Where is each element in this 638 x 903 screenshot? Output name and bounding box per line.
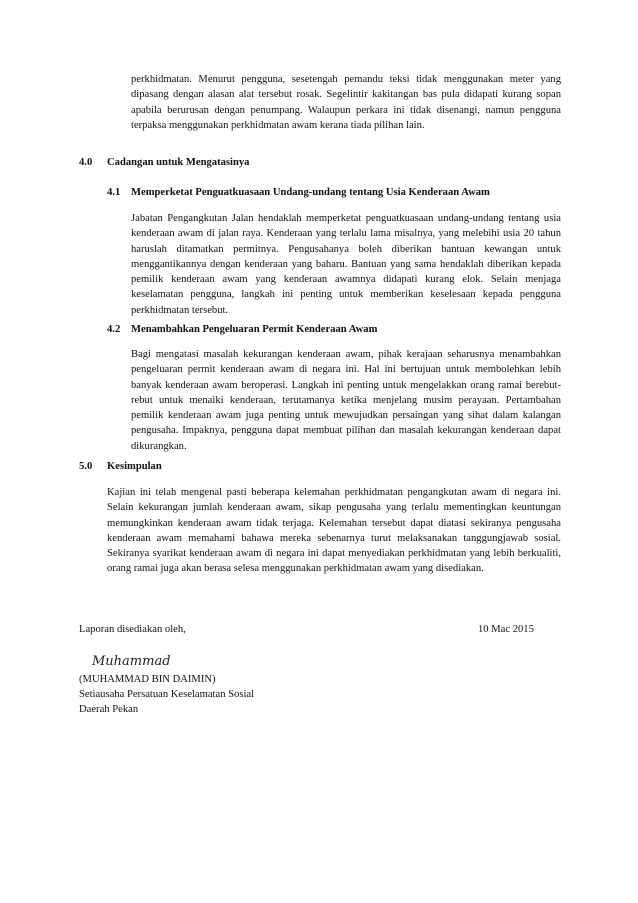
signatory-position: Setiausaha Persatuan Keselamatan Sosial — [79, 689, 255, 700]
section-4-heading: Cadangan untuk Mengatasinya — [107, 157, 250, 168]
section-5-heading: Kesimpulan — [107, 461, 162, 472]
section-4-1-heading: Memperketat Penguatkuasaan Undang-undang tentang Usia Kenderaan Awam — [131, 187, 490, 198]
section-4-2-number: 4.2 — [107, 324, 121, 335]
section-4-2-paragraph: Bagi mengatasi masalah kekurangan kenderaan awam, pihak kerajaan seharusnya menambahkan pengeluaran permit kenderaan awam di negara ini. Hal ini bertujuan untuk membolehkan lebih banyak kenderaan awam beroperasi. Langkah ini penting untuk mengelakkan orang ramai berebut-rebut untuk menaiki kenderaan, terutamanya ketika menjelang musim perayaan. Pertambahan pemilik kenderaan awam juga penting untuk mewujudkan persaingan yang sihat dalam kalangan pengusaha. Impaknya, pengguna dapat membuat pilihan dan masalah kekurangan kenderaan dapat dikurangkan. — [131, 349, 561, 452]
section-5-number: 5.0 — [79, 461, 93, 472]
section-4-2-heading: Menambahkan Pengeluaran Permit Kenderaan Awam — [131, 324, 378, 335]
signatory-area: Daerah Pekan — [79, 704, 139, 715]
section-4-number: 4.0 — [79, 157, 93, 168]
signatory-name: (MUHAMMAD BIN DAIMIN) — [79, 674, 216, 685]
signature: Muhammad — [92, 654, 171, 669]
section-4-1-paragraph: Jabatan Pengangkutan Jalan hendaklah memperketat penguatkuasaan undang-undang tentang usia kenderaan awam di jalan raya. Kenderaan yang terlalu lama misalnya, yang melebihi usia 20 tahun haruslah ditamatkan permitnya. Pengusahanya boleh diberikan bantuan kewangan untuk menggantikannya dengan kenderaan yang baharu. Bantuan yang sama hendaklah diberikan kepada pemilik kenderaan awam yang kenderaan awamnya didapati kurang elok. Selain menjaga keselamatan pengguna, langkah ini penting untuk memberikan keselesaan kepada pengguna perkhidmatan tersebut. — [131, 213, 561, 316]
section-4-1-number: 4.1 — [107, 187, 121, 198]
section-5-paragraph: Kajian ini telah mengenal pasti beberapa kelemahan perkhidmatan pengangkutan awam di negara ini. Selain kekurangan jumlah kenderaan awam, sikap pengusaha yang terlalu mementingkan keuntungan memungkinkan kenderaan awam tidak terjaga. Kelemahan tersebut dapat diatasi sekiranya pengusaha kenderaan awam memahami bahawa mereka sebenarnya turut melaksanakan tanggungjawab sosial. Sekiranya syarikat kenderaan awam di negara ini dapat menyediakan perkhidmatan yang lebih berkualiti, orang ramai juga akan berasa selesa menggunakan perkhidmatan awam yang disediakan. — [107, 487, 561, 575]
continuation-paragraph: perkhidmatan. Menurut pengguna, sesetengah pemandu teksi tidak menggunakan meter yang dipasang dengan alasan alat tersebut rosak. Segelintir kakitangan bas pula didapati kurang sopan apabila berurusan dengan penumpang. Walaupun perkara ini tidak disenangi, namun pengguna terpaksa menggunakan perkhidmatan awam kerana tiada pilihan lain. — [131, 74, 561, 131]
report-date: 10 Mac 2015 — [478, 624, 534, 635]
prepared-by-label: Laporan disediakan oleh, — [79, 624, 186, 635]
